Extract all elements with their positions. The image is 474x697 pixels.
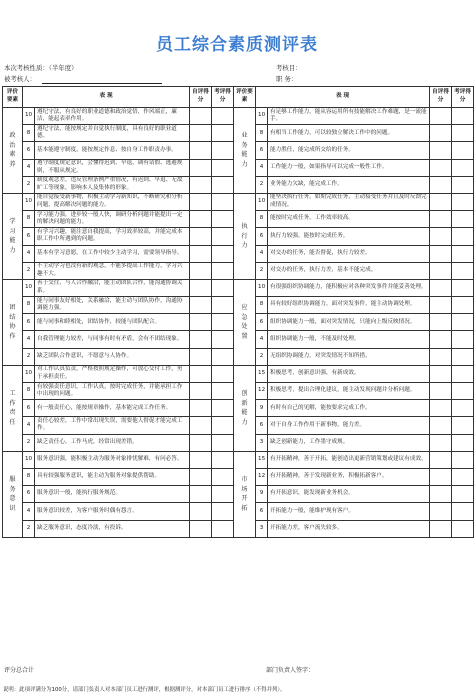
left-score-value: 8 <box>23 211 35 228</box>
right-score-value: 3 <box>256 520 268 537</box>
left-description-text: 服务意识一般，能执行服务规范。 <box>35 486 190 503</box>
left-self-score-input[interactable] <box>190 434 212 451</box>
assessed-person-label: 被考核人： <box>4 75 36 83</box>
right-description-text: 开拓能力差，客户流失较多。 <box>268 520 430 537</box>
left-review-score-input[interactable] <box>212 468 234 485</box>
right-self-score-input[interactable] <box>430 434 452 451</box>
table-row <box>3 193 474 210</box>
left-score-value: 10 <box>23 451 35 468</box>
right-self-score-input[interactable] <box>430 193 452 210</box>
left-description-text: 有较强责任意识，工作认真，按时完成任务，并能承担工作中出现的问题。 <box>35 383 190 400</box>
left-review-score-input[interactable] <box>212 417 234 434</box>
right-review-score-input[interactable] <box>452 193 474 210</box>
right-score-value: 8 <box>256 297 268 314</box>
left-score-value: 8 <box>23 383 35 400</box>
left-score-value: 2 <box>23 176 35 193</box>
left-description-text: 学习能力强，进步较一般人快，调研分析问题并能提出一定的解决问题的能力。 <box>35 211 190 228</box>
left-description-text: 具有较强服务意识，能主动为服务对象提供帮助。 <box>35 468 190 485</box>
right-self-score-input[interactable] <box>430 314 452 331</box>
right-self-score-input[interactable] <box>430 468 452 485</box>
left-description-text: 遵纪守法，有良好的职业道德和政治觉悟，作风端正，廉洁，能起表率作用。 <box>35 108 190 125</box>
left-score-value: 4 <box>23 331 35 348</box>
right-self-score-input[interactable] <box>430 331 452 348</box>
left-review-score-input[interactable] <box>212 400 234 417</box>
left-self-score-input[interactable] <box>190 297 212 314</box>
left-score-value: 8 <box>23 468 35 485</box>
right-score-value: 10 <box>256 193 268 210</box>
left-self-score-input[interactable] <box>190 142 212 159</box>
left-self-score-input[interactable] <box>190 108 212 125</box>
right-category-label: 业务能力 <box>241 132 248 169</box>
left-score-value: 10 <box>23 108 35 125</box>
left-category-cell <box>3 451 23 537</box>
left-review-score-input[interactable] <box>212 348 234 365</box>
right-score-value: 3 <box>256 434 268 451</box>
right-score-value: 6 <box>256 503 268 520</box>
right-score-value: 9 <box>256 486 268 503</box>
left-description-text: 制度观念差，违反管理条例严重情况，有迟到、早退、无故旷工等现象，影响本人及集体的形象。 <box>35 176 190 193</box>
left-review-score-input[interactable] <box>212 108 234 125</box>
right-score-value: 12 <box>256 383 268 400</box>
right-review-score-input[interactable] <box>452 279 474 296</box>
right-review-score-input[interactable] <box>452 417 474 434</box>
right-self-score-input[interactable] <box>430 365 452 382</box>
left-self-score-input[interactable] <box>190 451 212 468</box>
left-description-text: 能与同事友好相处，关系融洽，能主动与团队协作，沟通协调能力强。 <box>35 297 190 314</box>
right-review-score-input[interactable] <box>452 262 474 279</box>
left-review-score-input[interactable] <box>212 142 234 159</box>
left-review-score-input[interactable] <box>212 176 234 193</box>
right-category-header: 评价要素 <box>234 87 256 108</box>
left-self-score-input[interactable] <box>190 468 212 485</box>
left-self-score-input[interactable] <box>190 125 212 142</box>
right-review-score-input[interactable] <box>452 108 474 125</box>
left-score-value: 6 <box>23 228 35 245</box>
left-review-score-header: 考评得分 <box>212 87 234 108</box>
left-score-value: 10 <box>23 279 35 296</box>
table-header-row <box>3 87 474 108</box>
left-description-text: 服务意识强，能积极主动为服务对象排忧解难，有问必答。 <box>35 451 190 468</box>
left-review-score-input[interactable] <box>212 159 234 176</box>
table-row <box>3 451 474 468</box>
right-description-text: 缺乏创新能力，工作墨守成规。 <box>268 434 430 451</box>
right-score-value: 8 <box>256 125 268 142</box>
left-description-text: 服务意识较差，为客户服务时偶有怨言。 <box>35 503 190 520</box>
left-description-text: 遵守制度规定意识，会懂得迟到、早退，调有请假、逃避规则，不服从规定。 <box>35 159 190 176</box>
right-review-score-input[interactable] <box>452 365 474 382</box>
left-description-text: 缺乏服务意识，态度冷淡，有投诉。 <box>35 520 190 537</box>
right-self-score-header: 自评得分 <box>430 87 452 108</box>
left-score-value: 4 <box>23 245 35 262</box>
left-self-score-input[interactable] <box>190 400 212 417</box>
right-category-label: 应急处置 <box>241 304 248 340</box>
left-score-value: 2 <box>23 520 35 537</box>
left-review-score-input[interactable] <box>212 245 234 262</box>
left-score-value: 2 <box>23 262 35 279</box>
period-label: 本次考核性质：（半年度） <box>4 64 78 72</box>
left-description-text: 对工作认真负责，严格按照规定操作，可放心交付工作，勇于承担责任。 <box>35 365 190 382</box>
left-self-score-input[interactable] <box>190 331 212 348</box>
left-description-text: 遵纪守法，能按规定并自觉执行制度，具有良好的职业道德。 <box>35 125 190 142</box>
right-score-value: 4 <box>256 245 268 262</box>
right-self-score-input[interactable] <box>430 400 452 417</box>
right-review-score-input[interactable] <box>452 297 474 314</box>
left-self-score-input[interactable] <box>190 503 212 520</box>
right-score-value: 2 <box>256 348 268 365</box>
right-self-score-input[interactable] <box>430 228 452 245</box>
right-review-score-input[interactable] <box>452 486 474 503</box>
left-score-value: 10 <box>23 365 35 382</box>
left-review-score-input[interactable] <box>212 451 234 468</box>
left-category-label: 工作责任 <box>9 390 16 426</box>
right-score-value: 4 <box>256 331 268 348</box>
right-review-score-input[interactable] <box>452 468 474 485</box>
right-self-score-input[interactable] <box>430 159 452 176</box>
right-description-text: 组织协调能力一般，不能及时处理。 <box>268 331 430 348</box>
left-review-score-input[interactable] <box>212 434 234 451</box>
right-review-score-header: 考评得分 <box>452 87 474 108</box>
left-review-score-input[interactable] <box>212 297 234 314</box>
right-self-score-input[interactable] <box>430 383 452 400</box>
right-review-score-input[interactable] <box>452 314 474 331</box>
right-description-text: 工作能力一般，如果指导可以完成一般性工作。 <box>268 159 430 176</box>
left-self-score-input[interactable] <box>190 245 212 262</box>
left-review-score-input[interactable] <box>212 279 234 296</box>
right-description-text: 能力胜任，能完成所交给的任务。 <box>268 142 430 159</box>
right-description-text: 组织协调能力一般，面对突发情况，只能向上级反映情况。 <box>268 314 430 331</box>
left-category-label: 服务意识 <box>9 476 16 512</box>
dept-head-signature-label: 部门负责人签字： <box>266 667 315 674</box>
left-review-score-input[interactable] <box>212 262 234 279</box>
right-description-text: 对交办的任务，执行力差，基本不能完成。 <box>268 262 430 279</box>
left-review-score-input[interactable] <box>212 211 234 228</box>
table-row <box>3 108 474 125</box>
right-description-text: 有相当工作能力，可以较独立解决工作中的问题。 <box>268 125 430 142</box>
left-score-value: 6 <box>23 142 35 159</box>
right-review-score-input[interactable] <box>452 228 474 245</box>
right-description-text: 对交办的任务，能否督促，执行力较差。 <box>268 245 430 262</box>
assessee-label: 考核目： <box>276 64 302 72</box>
right-description-text: 有开拓精神，善于开拓，能创造出更新营销策划或建议有成效。 <box>268 451 430 468</box>
right-self-score-input[interactable] <box>430 451 452 468</box>
form-title: 员工综合素质测评表 <box>156 35 318 55</box>
table-row <box>3 279 474 296</box>
right-category-label: 市场开拓 <box>241 476 248 512</box>
left-self-score-input[interactable] <box>190 176 212 193</box>
right-self-score-input[interactable] <box>430 417 452 434</box>
left-review-score-input[interactable] <box>212 331 234 348</box>
right-description-text: 有足够工作能力，能从容运用所有技能解决工作难题，是一流能手。 <box>268 108 430 125</box>
left-score-value: 4 <box>23 159 35 176</box>
left-category-label: 政治素养 <box>9 132 16 169</box>
left-score-value: 10 <box>23 193 35 210</box>
left-description-text: 缺乏团队合作意识，不愿意与人协作。 <box>35 348 190 365</box>
left-review-score-input[interactable] <box>212 314 234 331</box>
evaluation-table <box>2 86 474 538</box>
right-score-value: 15 <box>256 365 268 382</box>
right-description-text: 有开拓意识，能发现新业务机会。 <box>268 486 430 503</box>
left-score-value: 8 <box>23 297 35 314</box>
right-review-score-input[interactable] <box>452 176 474 193</box>
right-score-value: 6 <box>256 228 268 245</box>
right-review-score-input[interactable] <box>452 383 474 400</box>
left-description-text: 有一般责任心，能按规章操作，基本能完成工作任务。 <box>35 400 190 417</box>
right-review-score-input[interactable] <box>452 434 474 451</box>
left-review-score-input[interactable] <box>212 228 234 245</box>
left-self-score-input[interactable] <box>190 417 212 434</box>
left-score-value: 4 <box>23 417 35 434</box>
left-score-value: 4 <box>23 503 35 520</box>
right-review-score-input[interactable] <box>452 520 474 537</box>
right-review-score-input[interactable] <box>452 159 474 176</box>
left-review-score-input[interactable] <box>212 193 234 210</box>
left-self-score-input[interactable] <box>190 159 212 176</box>
left-self-score-input[interactable] <box>190 211 212 228</box>
right-self-score-input[interactable] <box>430 108 452 125</box>
left-self-score-input[interactable] <box>190 279 212 296</box>
right-description-text: 无组织协调能力，对突发情况不知所措。 <box>268 348 430 365</box>
left-category-cell <box>3 108 23 194</box>
left-category-cell <box>3 365 23 451</box>
right-description-text: 对于自身工作作用于新事物，能力差。 <box>268 417 430 434</box>
right-review-score-input[interactable] <box>452 142 474 159</box>
right-description-text: 开拓能力一般，能维护现有客户。 <box>268 503 430 520</box>
right-description-text: 有开拓精神，善于发现新业务，积极拓新客户。 <box>268 468 430 485</box>
right-score-value: 9 <box>256 400 268 417</box>
left-self-score-input[interactable] <box>190 348 212 365</box>
right-description-text: 具有较好组织协调能力，面对突发事件，能主动协调处理。 <box>268 297 430 314</box>
right-category-label: 创新能力 <box>241 390 248 426</box>
right-score-value: 15 <box>256 451 268 468</box>
right-score-value: 2 <box>256 262 268 279</box>
right-description-text: 业务能力欠缺，能完成工作。 <box>268 176 430 193</box>
right-score-value: 10 <box>256 108 268 125</box>
right-review-score-input[interactable] <box>452 451 474 468</box>
left-description-text: 不主动学习也没有新的观念，不能多提高工作能力，学习兴趣不大。 <box>35 262 190 279</box>
left-score-value: 8 <box>23 125 35 142</box>
table-row <box>3 365 474 382</box>
left-review-score-input[interactable] <box>212 365 234 382</box>
right-self-score-input[interactable] <box>430 262 452 279</box>
right-category-cell <box>234 451 256 537</box>
left-description-text: 基本有学习意愿，在工作中较少主动学习，需要领导指导。 <box>35 245 190 262</box>
position-label: 职 务： <box>276 75 298 83</box>
right-description-header: 表 现 <box>256 87 430 108</box>
right-score-value: 10 <box>256 279 268 296</box>
left-description-text: 基本能遵守制度，能按规定作息、按自身工作职责办事。 <box>35 142 190 159</box>
right-score-value: 6 <box>256 417 268 434</box>
left-description-text: 善于交往，与人合作融洽，能主动团队合作，能沟通协调关系。 <box>35 279 190 296</box>
left-score-value: 2 <box>23 434 35 451</box>
right-category-cell <box>234 279 256 365</box>
left-self-score-input[interactable] <box>190 314 212 331</box>
right-score-value: 6 <box>256 142 268 159</box>
right-score-value: 6 <box>256 314 268 331</box>
total-score-label: 评分总合计 <box>4 667 35 674</box>
right-review-score-input[interactable] <box>452 348 474 365</box>
right-description-text: 积极思考，创新意识强，有新成效。 <box>268 365 430 382</box>
right-review-score-input[interactable] <box>452 331 474 348</box>
right-review-score-input[interactable] <box>452 245 474 262</box>
right-review-score-input[interactable] <box>452 211 474 228</box>
right-self-score-input[interactable] <box>430 125 452 142</box>
right-review-score-input[interactable] <box>452 503 474 520</box>
right-self-score-input[interactable] <box>430 211 452 228</box>
left-category-cell <box>3 193 23 279</box>
left-category-header: 评价要素 <box>3 87 23 108</box>
left-self-score-input[interactable] <box>190 520 212 537</box>
left-description-text: 缺乏责任心，工作马虎，经常出现差错。 <box>35 434 190 451</box>
footnote: 说明：此项评满分为100分，请部门负责人对本部门员工进行测评，根据测评分，对本部门员工进行排序（不得并列）。 <box>3 687 286 693</box>
right-category-label: 执行力 <box>241 222 248 250</box>
left-review-score-input[interactable] <box>212 383 234 400</box>
right-description-text: 执行力较强，能按时完成任务。 <box>268 228 430 245</box>
left-self-score-header: 自评得分 <box>190 87 212 108</box>
right-self-score-input[interactable] <box>430 142 452 159</box>
left-self-score-input[interactable] <box>190 486 212 503</box>
right-self-score-input[interactable] <box>430 503 452 520</box>
left-description-text: 能与同事和睦相处，团结协作，较能与团队配合。 <box>35 314 190 331</box>
left-category-cell <box>3 279 23 365</box>
right-review-score-input[interactable] <box>452 125 474 142</box>
left-description-text: 自我管理能力较差，与同事有时有矛盾，会有不团结现象。 <box>35 331 190 348</box>
assessed-person-line <box>42 83 162 84</box>
right-self-score-input[interactable] <box>430 297 452 314</box>
right-self-score-input[interactable] <box>430 245 452 262</box>
left-score-value: 6 <box>23 486 35 503</box>
left-self-score-input[interactable] <box>190 365 212 382</box>
left-review-score-input[interactable] <box>212 520 234 537</box>
right-self-score-input[interactable] <box>430 486 452 503</box>
right-category-cell <box>234 108 256 194</box>
left-description-text: 能自觉接受新事物，积极主动学习新知识，不断研究和分析问题，提高解决问题的能力。 <box>35 193 190 210</box>
left-category-label: 学习能力 <box>9 218 16 255</box>
right-self-score-input[interactable] <box>430 520 452 537</box>
right-score-value: 12 <box>256 468 268 485</box>
left-self-score-input[interactable] <box>190 228 212 245</box>
right-self-score-input[interactable] <box>430 348 452 365</box>
right-category-cell <box>234 365 256 451</box>
left-category-label: 团结协作 <box>9 304 16 340</box>
left-self-score-input[interactable] <box>190 383 212 400</box>
right-score-value: 2 <box>256 176 268 193</box>
right-self-score-input[interactable] <box>430 279 452 296</box>
left-description-text: 责任心较差，工作中常出现失误，需要他人督促才能完成工作。 <box>35 417 190 434</box>
left-review-score-input[interactable] <box>212 503 234 520</box>
left-description-header: 表 现 <box>23 87 190 108</box>
left-self-score-input[interactable] <box>190 262 212 279</box>
right-description-text: 有时有自己的见解，能按要求完成工作。 <box>268 400 430 417</box>
left-review-score-input[interactable] <box>212 125 234 142</box>
left-description-text: 有学习兴趣，能注意自我提高，学习效率较高，并能完成本职工作中所遇到的问题。 <box>35 228 190 245</box>
left-score-value: 2 <box>23 348 35 365</box>
right-description-text: 有很强组织协调能力，能积极应对各种突发事件并能妥善处理。 <box>268 279 430 296</box>
right-score-value: 4 <box>256 159 268 176</box>
left-self-score-input[interactable] <box>190 193 212 210</box>
left-score-value: 6 <box>23 314 35 331</box>
right-self-score-input[interactable] <box>430 176 452 193</box>
right-review-score-input[interactable] <box>452 400 474 417</box>
right-category-cell <box>234 193 256 279</box>
left-score-value: 6 <box>23 400 35 417</box>
right-description-text: 能坚决执行任务，如期完成任务，主动接受任务并且及时反馈完成情况。 <box>268 193 430 210</box>
right-description-text: 积极思考，提出合理化建议，能主动发现问题并分析问题。 <box>268 383 430 400</box>
left-review-score-input[interactable] <box>212 486 234 503</box>
right-description-text: 能按时完成任务，工作效率较高。 <box>268 211 430 228</box>
right-score-value: 8 <box>256 211 268 228</box>
